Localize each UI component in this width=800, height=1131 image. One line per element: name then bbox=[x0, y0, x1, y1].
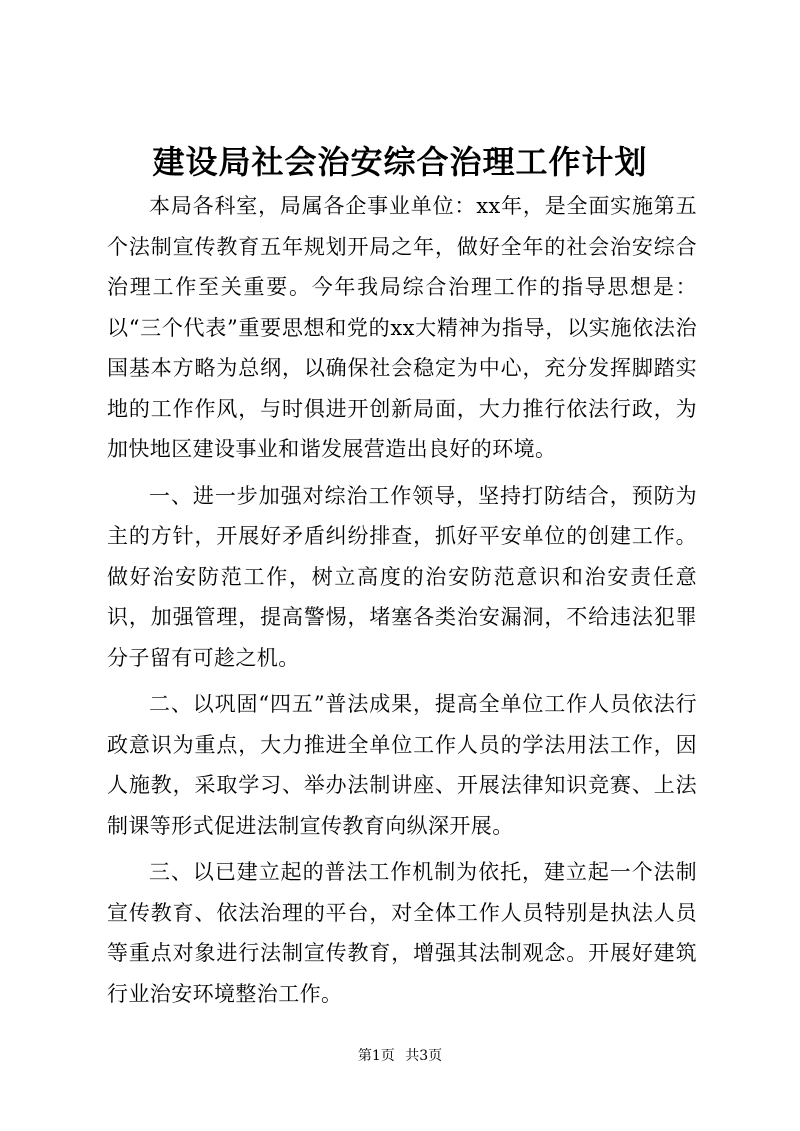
page-total: 共3页 bbox=[405, 1048, 443, 1064]
paragraph-intro: 本局各科室，局属各企事业单位：xx年，是全面实施第五个法制宣传教育五年规划开局之年，做好全年的社会治安综合治理工作至关重要。今年我局综合治理工作的指导思想是：以“三个代表”重要思想和党的xx大精神为指导，以实施依法治国基本方略为总纲，以确保社会稳定为中心，充分发挥脚踏实地的工作作风，与时俱进开创新局面，大力推行依法行政，为加快地区建设事业和谐发展营造出良好的环境。 bbox=[107, 194, 697, 461]
page-footer bbox=[0, 1046, 800, 1066]
page-number: 第1页 bbox=[357, 1048, 395, 1064]
document-body bbox=[107, 186, 697, 1020]
paragraph-section-3: 三、以已建立起的普法工作机制为依托，建立起一个法制宣传教育、依法治理的平台，对全体工作人员特别是执法人员等重点对象进行法制宣传教育，增强其法制观念。开展好建筑行业治安环境整治工作。 bbox=[107, 860, 697, 1006]
paragraph-section-1: 一、进一步加强对综治工作领导，坚持打防结合，预防为主的方针，开展好矛盾纠纷排查，抓好平安单位的创建工作。做好治安防范工作，树立高度的治安防范意识和治安责任意识，加强管理，提高警惕，堵塞各类治安漏洞，不给违法犯罪分子留有可趁之机。 bbox=[107, 483, 697, 670]
paragraph-section-2: 二、以巩固“四五”普法成果，提高全单位工作人员依法行政意识为重点，大力推进全单位工作人员的学法用法工作，因人施教，采取学习、举办法制讲座、开展法律知识竞赛、上法制课等形式促进法制宣传教育向纵深开展。 bbox=[107, 692, 697, 838]
document-title: 建设局社会治安综合治理工作计划 bbox=[152, 143, 648, 181]
